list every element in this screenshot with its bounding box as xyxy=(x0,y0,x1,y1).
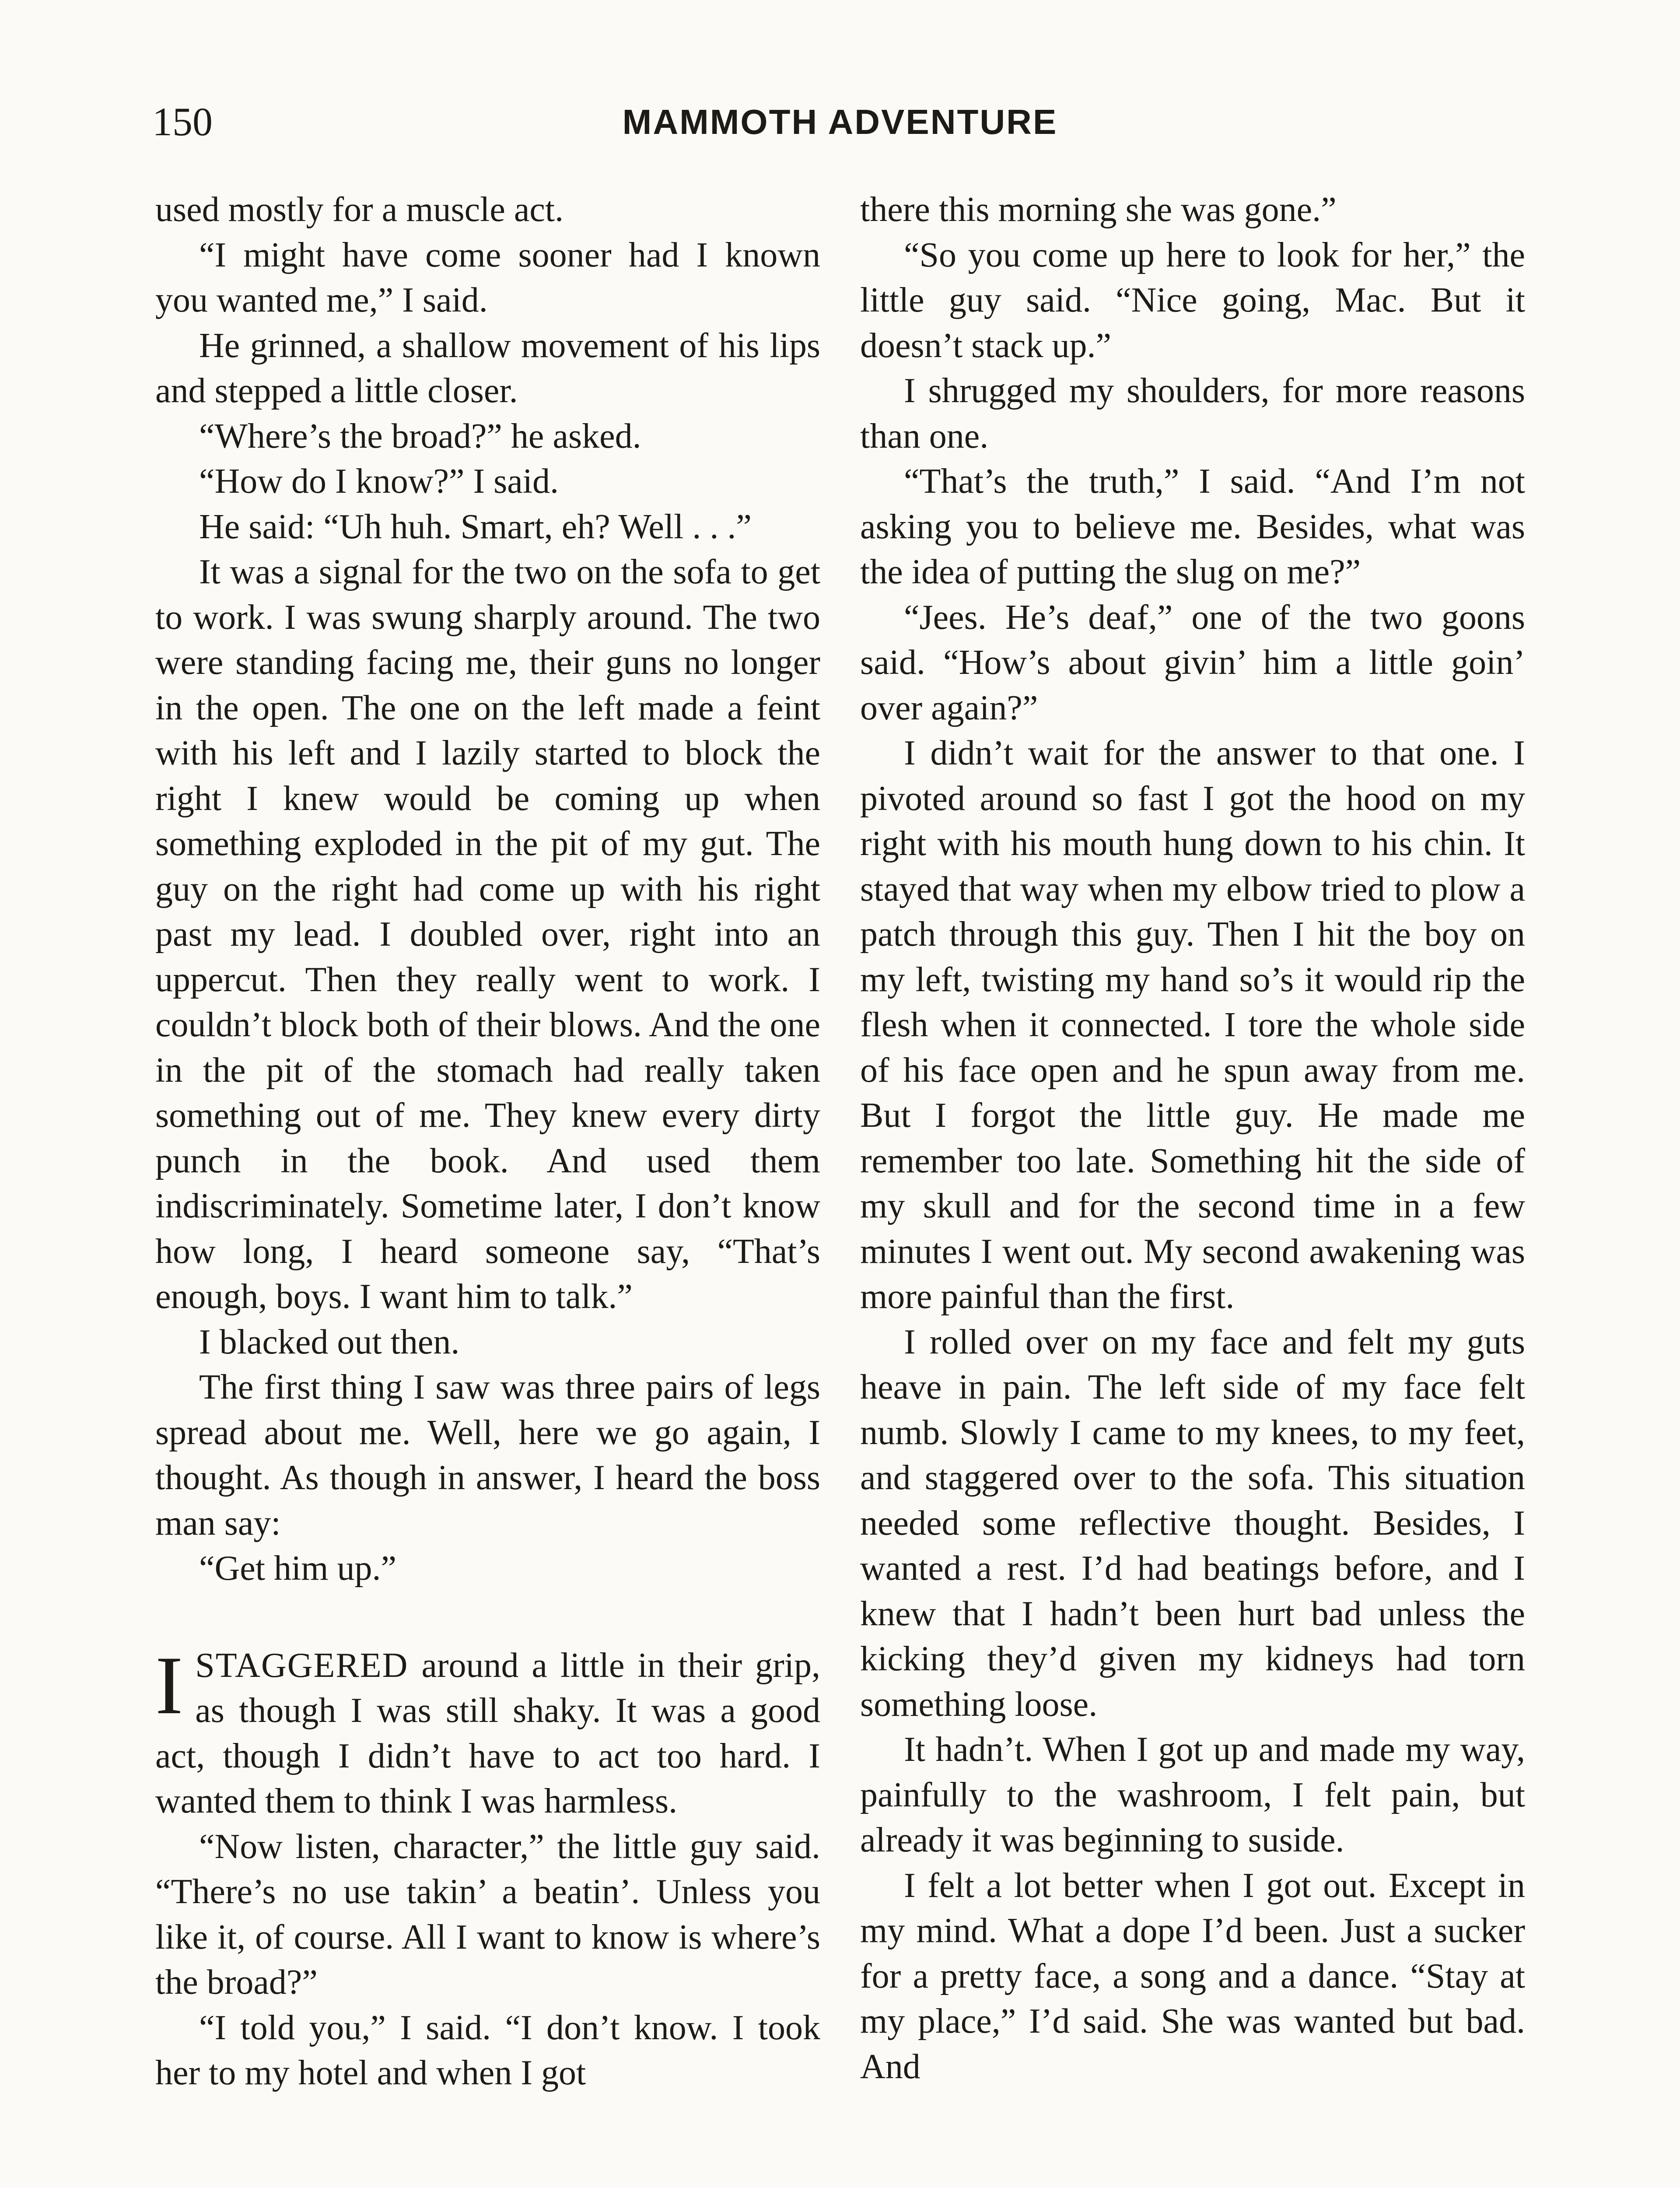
paragraph: “Jees. He’s deaf,” one of the two goons said. “How’s about givin’ him a little goin’ over again?” xyxy=(860,598,1525,727)
paragraph: used mostly for a muscle act. xyxy=(155,190,564,229)
paragraph: I rolled over on my face and felt my guts heave in pain. The left side of my face felt numb. Slowly I came to my knees, to my feet, and staggered over to the sofa. This situation needed some reflective thought. Besides, I wanted a rest. I’d had beatings before, and I knew that I hadn’t been hurt bad unless the kicking they’d given my kidneys had torn something loose. xyxy=(860,1322,1525,1724)
paragraph: there this morning she was gone.” xyxy=(860,190,1337,229)
paragraph: “That’s the truth,” I said. “And I’m not asking you to believe me. Besides, what was the idea of putting the slug on me?” xyxy=(860,462,1525,591)
paragraph: He said: “Uh huh. Smart, eh? Well . . .” xyxy=(199,507,752,546)
paragraph: “Now listen, character,” the little guy said. “There’s no use takin’ a beatin’. Unless you like it, of course. All I want to know is where’s the broad?” xyxy=(155,1827,820,2002)
section-break xyxy=(155,1592,820,1643)
page-number: 150 xyxy=(152,99,213,144)
section-opening-paragraph xyxy=(155,1639,820,1824)
page-header xyxy=(152,92,1528,158)
paragraph: “Where’s the broad?” he asked. xyxy=(199,417,641,456)
small-caps-lead: STAGGERED xyxy=(195,1646,409,1685)
paragraph-text: around a little in their grip, as though I was still shaky. It was a good act, though I didn’t have to act too hard. I wanted them to think I was harmless. xyxy=(155,1646,820,1820)
left-column xyxy=(155,187,820,2096)
paragraph: I felt a lot better when I got out. Except in my mind. What a dope I’d been. Just a sucker for a pretty face, a song and a dance. “Stay at my place,” I’d said. She was wanted but bad. And xyxy=(860,1866,1525,2086)
paragraph: It hadn’t. When I got up and made my way, painfully to the washroom, I felt pain, but already it was beginning to suside. xyxy=(860,1730,1525,1859)
paragraph: I shrugged my shoulders, for more reasons than one. xyxy=(860,372,1525,456)
paragraph: I didn’t wait for the answer to that one. I pivoted around so fast I got the hood on my right with his mouth hung down to his chin. It stayed that way when my elbow tried to plow a patch through this guy. Then I hit the boy on my left, twisting my hand so’s it would rip the flesh when it connected. I tore the whole side of his face open and he spun away from me. But I forgot the little guy. He made me remember too late. Something hit the side of my skull and for the second time in a few minutes I went out. My second awakening was more painful than the first. xyxy=(860,734,1525,1316)
paragraph: “Get him up.” xyxy=(199,1549,396,1588)
right-column xyxy=(860,187,1525,2090)
running-title: MAMMOTH ADVENTURE xyxy=(622,102,1058,141)
paragraph: He grinned, a shallow movement of his lips and stepped a little closer. xyxy=(155,326,820,410)
paragraph: “So you come up here to look for her,” the little guy said. “Nice going, Mac. But it doesn’t stack up.” xyxy=(860,235,1525,365)
paragraph: “I told you,” I said. “I don’t know. I took her to my hotel and when I got xyxy=(155,2008,820,2092)
paragraph: I blacked out then. xyxy=(199,1322,460,1361)
paragraph: It was a signal for the two on the sofa to get to work. I was swung sharply around. The two were standing facing me, their guns no longer in the open. The one on the left made a feint with his left and I lazily started to block the right I knew would be coming up when something exploded in the pit of my gut. The guy on the right had come up with his right past my lead. I doubled over, right into an uppercut. Then they really went to work. I couldn’t block both of their blows. And the one in the pit of the stomach had really taken something out of me. They knew every dirty punch in the book. And used them indiscriminately. Sometime later, I don’t know how long, I heard someone say, “That’s enough, boys. I want him to talk.” xyxy=(155,553,820,1316)
paragraph: The first thing I saw was three pairs of legs spread about me. Well, here we go again, I thought. As though in answer, I heard the boss man say: xyxy=(155,1368,820,1543)
paragraph: “How do I know?” I said. xyxy=(199,462,559,501)
drop-cap: I xyxy=(155,1639,183,1732)
paragraph: “I might have come sooner had I known you wanted me,” I said. xyxy=(155,235,820,319)
